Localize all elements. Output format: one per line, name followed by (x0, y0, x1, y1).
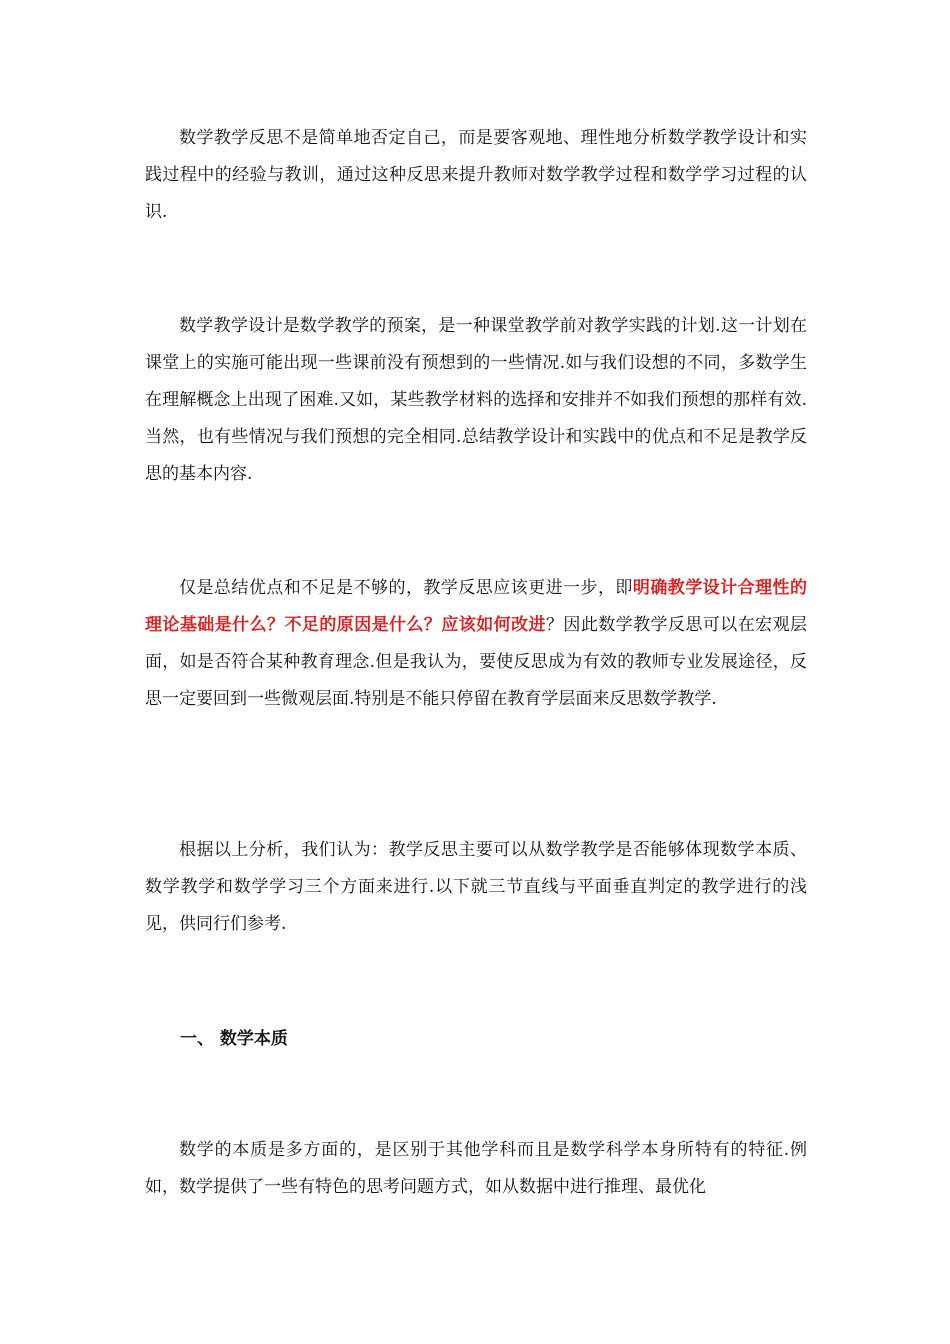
paragraph-5: 数学的本质是多方面的，是区别于其他学科而且是数学科学本身所特有的特征.例如，数学提供了一些有特色的思考问题方式，如从数据中进行推理、最优化 (145, 1140, 807, 1197)
paragraph-2: 数学教学设计是数学教学的预案，是一种课堂教学前对教学实践的计划.这一计划在课堂上的实施可能出现一些课前没有预想到的一些情况.如与我们设想的不同，多数学生在理解概念上出现了困难.又如，某些教学材料的选择和安排并不如我们预想的那样有效.当然，也有些情况与我们预想的完全相同.总结教学设计和实践中的优点和不足是教学反思的基本内容. (145, 316, 807, 484)
highlighted-question: 明确教学设计合理性的理论基础是什么？不足的原因是什么？应该如何改进 (145, 578, 808, 635)
paragraph-4: 根据以上分析，我们认为：教学反思主要可以从数学教学是否能够体现数学本质、数学教学和数学学习三个方面来进行.以下就三节直线与平面垂直判定的教学进行的浅见，供同行们参考. (145, 840, 807, 934)
paragraph-3 (145, 570, 807, 718)
paragraph-1: 数学教学反思不是简单地否定自己，而是要客观地、理性地分析数学教学设计和实践过程中的经验与教训，通过这种反思来提升教师对数学教学过程和数学学习过程的认识. (145, 128, 807, 222)
paragraph-3-intro: 仅是总结优点和不足是不够的，教学反思应该更进一步，即 (179, 578, 633, 598)
section-heading-1: 一、 数学本质 (180, 1029, 288, 1049)
paragraph-3-rest: ？因此数学教学反思可以在宏观层面，如是否符合某种教育理念.但是我认为，要使反思成为有效的教师专业发展途径，反思一定要回到一些微观层面.特别是不能只停留在教育学层面来反思数学教学. (145, 615, 808, 709)
